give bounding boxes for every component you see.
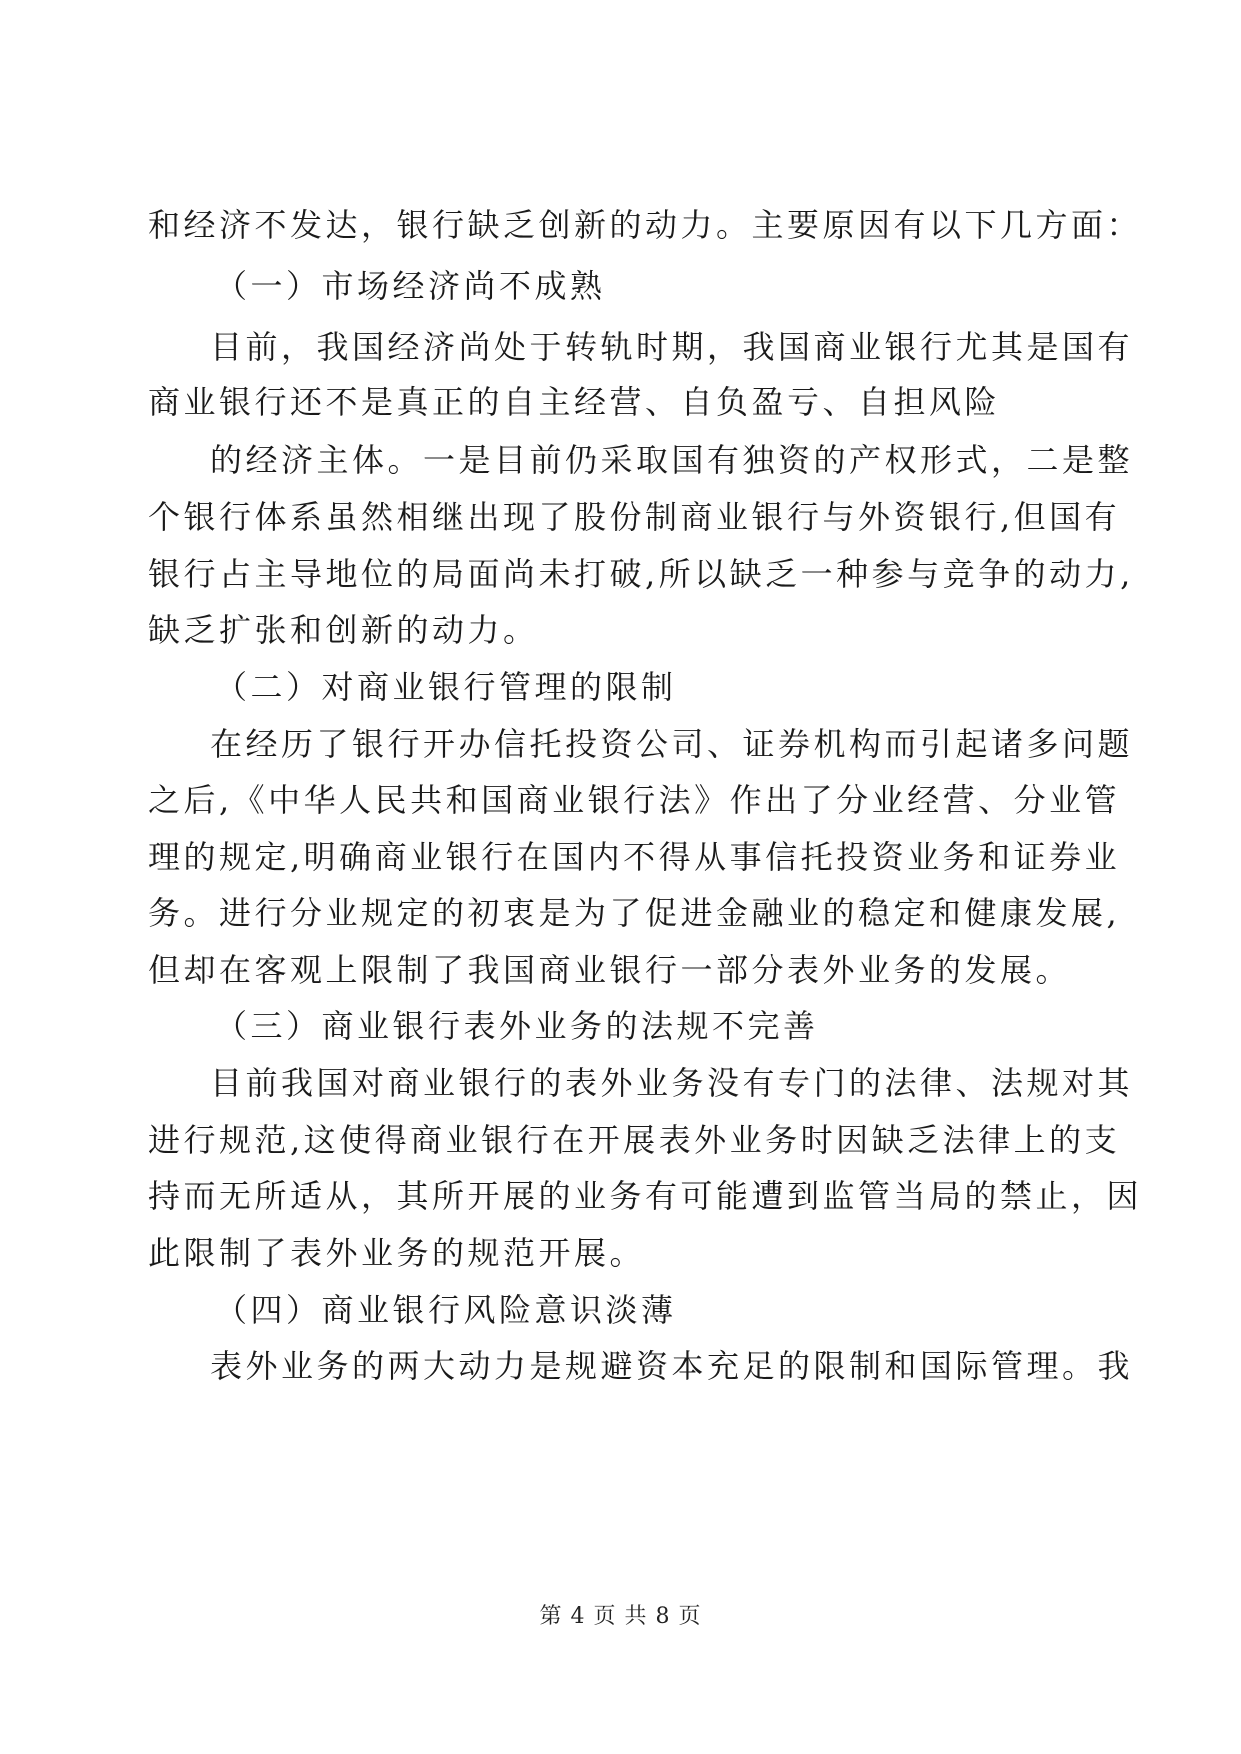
section-heading-2: （二）对商业银行管理的限制	[215, 668, 677, 706]
text-line-16: 目前我国对商业银行的表外业务没有专门的法律、法规对其	[210, 1064, 1134, 1102]
text-line-21: 表外业务的两大动力是规避资本充足的限制和国际管理。我	[210, 1347, 1134, 1385]
text-line-10: 在经历了银行开办信托投资公司、证券机构而引起诸多问题	[210, 725, 1134, 763]
text-line-19: 此限制了表外业务的规范开展。	[148, 1234, 646, 1272]
section-heading-4: （四）商业银行风险意识淡薄	[215, 1291, 677, 1329]
text-line-17: 进行规范,这使得商业银行在开展表外业务时因缺乏法律上的支	[148, 1121, 1121, 1159]
text-line-8: 缺乏扩张和创新的动力。	[148, 611, 539, 649]
text-line-3: 目前，我国经济尚处于转轨时期，我国商业银行尤其是国有	[210, 328, 1134, 366]
text-line-11: 之后,《中华人民共和国商业银行法》作出了分业经营、分业管	[148, 781, 1121, 819]
text-line-12: 理的规定,明确商业银行在国内不得从事信托投资业务和证券业	[148, 838, 1121, 876]
text-line-5: 的经济主体。一是目前仍采取国有独资的产权形式，二是整	[210, 441, 1134, 479]
page-number-footer: 第 4 页 共 8 页	[539, 1604, 702, 1629]
text-line-14: 但却在客观上限制了我国商业银行一部分表外业务的发展。	[148, 951, 1072, 989]
text-line-6: 个银行体系虽然相继出现了股份制商业银行与外资银行,但国有	[148, 498, 1121, 536]
text-line-4: 商业银行还不是真正的自主经营、自负盈亏、自担风险	[148, 383, 1001, 421]
text-line-18: 持而无所适从，其所开展的业务有可能遭到监管当局的禁止，因	[148, 1177, 1143, 1215]
section-heading-1: （一）市场经济尚不成熟	[215, 267, 606, 305]
text-line-13: 务。进行分业规定的初衷是为了促进金融业的稳定和健康发展,	[148, 894, 1121, 932]
text-line-1: 和经济不发达，银行缺乏创新的动力。主要原因有以下几方面：	[148, 206, 1143, 244]
text-line-7: 银行占主导地位的局面尚未打破,所以缺乏一种参与竞争的动力,	[148, 555, 1134, 593]
section-heading-3: （三）商业银行表外业务的法规不完善	[215, 1007, 819, 1045]
